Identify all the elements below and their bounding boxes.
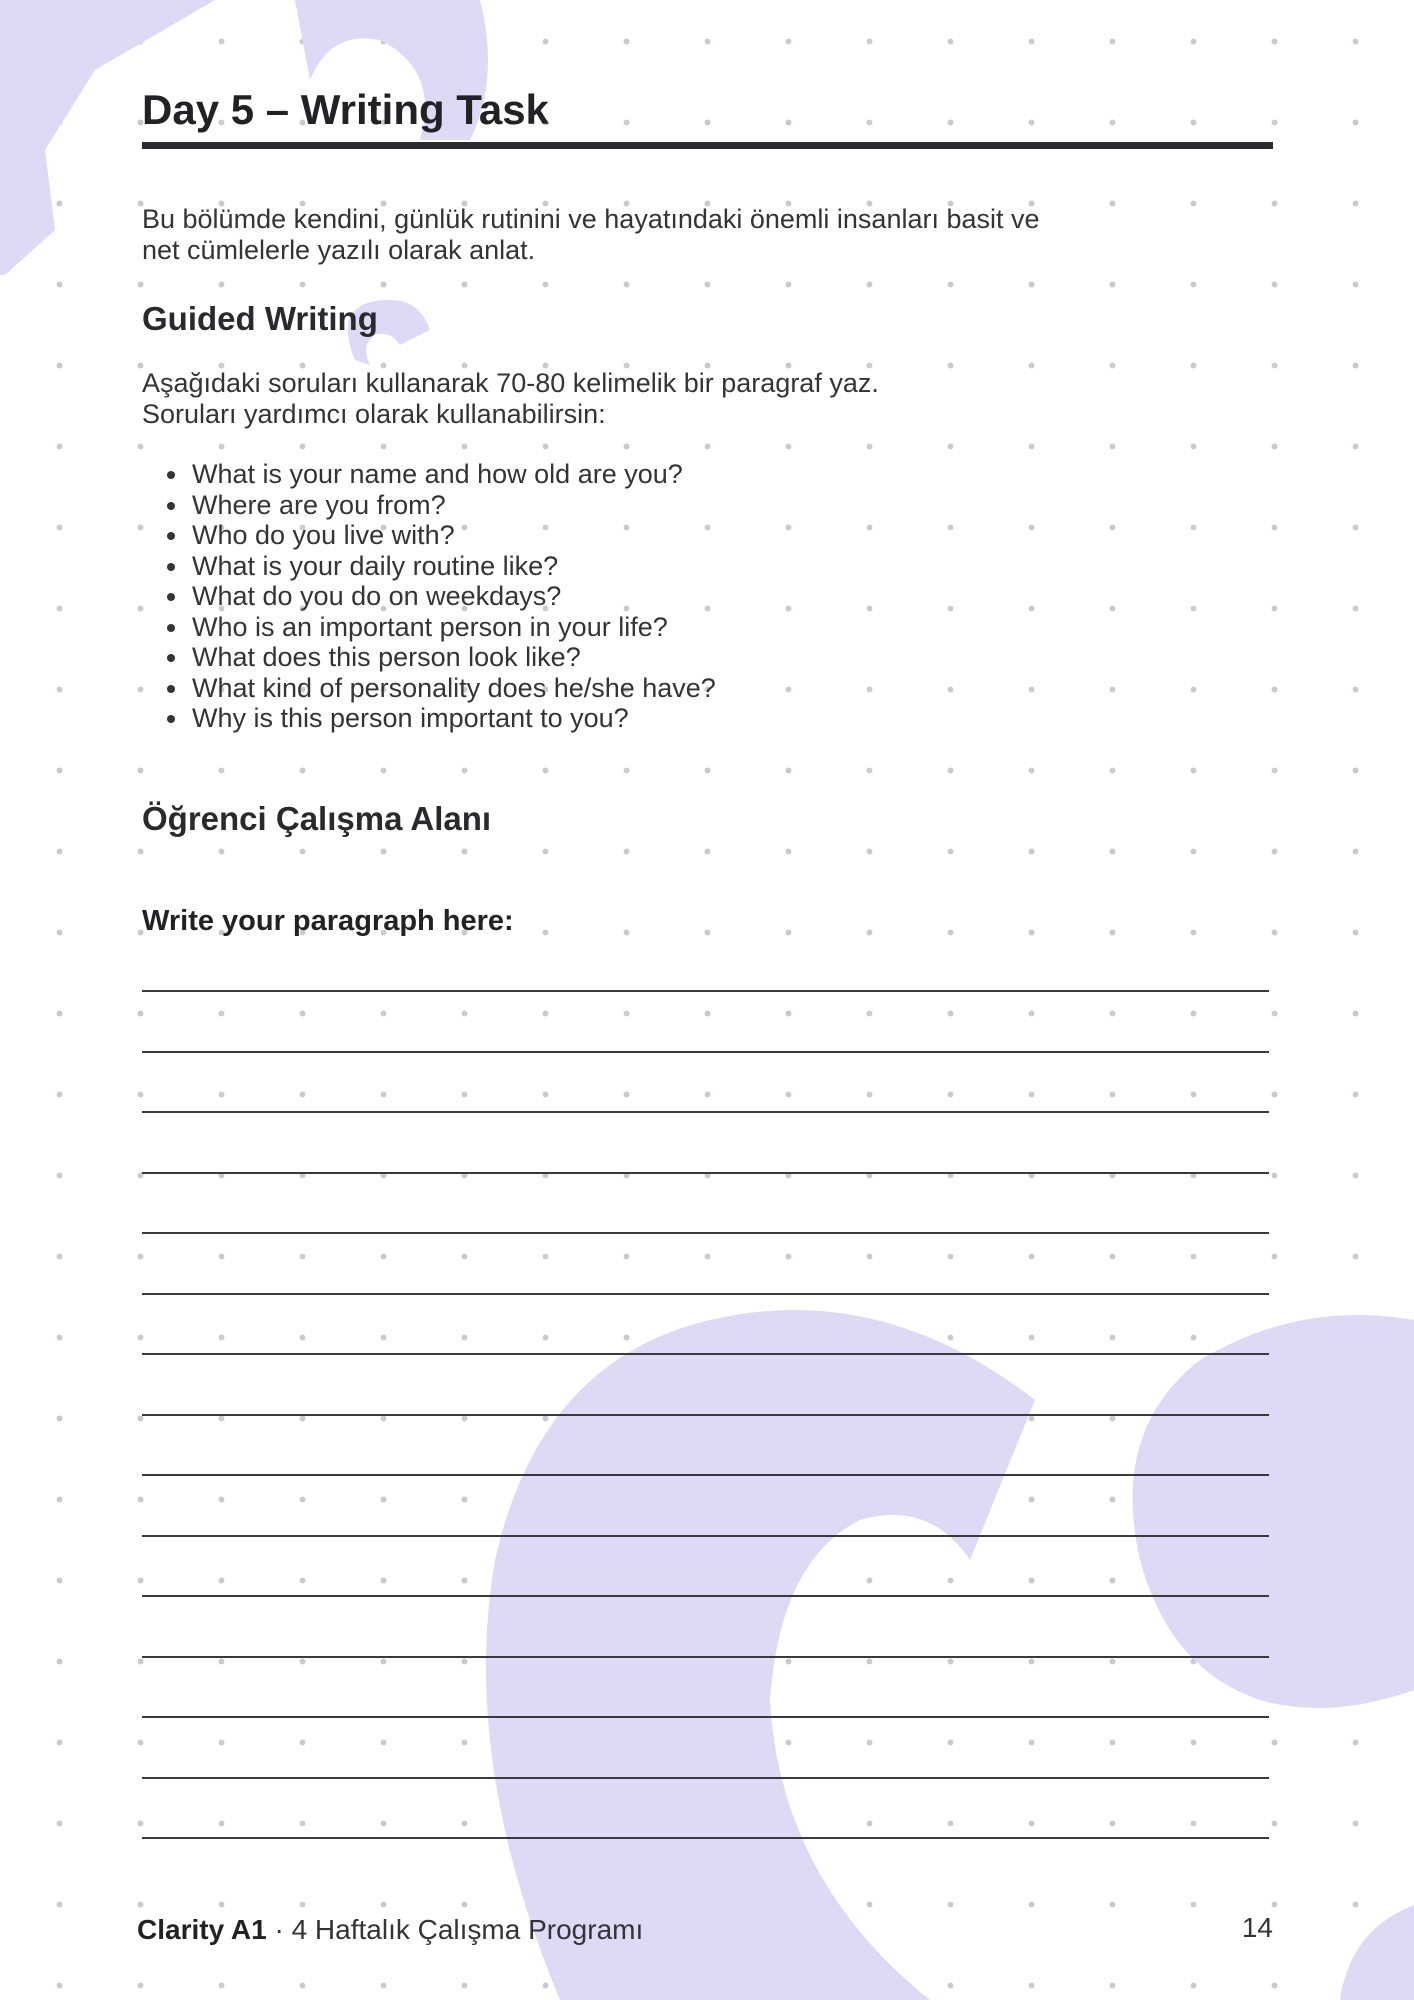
writing-line[interactable] xyxy=(142,990,1269,992)
writing-line[interactable] xyxy=(142,1172,1269,1174)
writing-line[interactable] xyxy=(142,1474,1269,1476)
writing-line[interactable] xyxy=(142,1837,1269,1839)
footer-brand: Clarity A1 xyxy=(137,1914,267,1945)
instruction-line-1: Aşağıdaki soruları kullanarak 70-80 kelimelik bir paragraf yaz. xyxy=(142,368,879,398)
question-item: • What does this person look like? xyxy=(190,642,716,673)
intro-line-1: Bu bölümde kendini, günlük rutinini ve hayatındaki önemli insanları basit ve xyxy=(142,204,1040,234)
intro-text xyxy=(142,204,1282,266)
question-item: • What is your daily routine like? xyxy=(190,551,716,582)
page-number: 14 xyxy=(1241,1912,1273,1943)
writing-line[interactable] xyxy=(142,1051,1269,1053)
footer-program: 4 Haftalık Çalışma Programı xyxy=(291,1914,644,1945)
writing-line[interactable] xyxy=(142,1353,1269,1355)
writing-line[interactable] xyxy=(142,1656,1269,1658)
question-item: • Who do you live with? xyxy=(190,520,716,551)
intro-line-2: net cümlelerle yazılı olarak anlat. xyxy=(142,235,536,265)
page-title: Day 5 – Writing Task xyxy=(142,86,549,133)
footer xyxy=(137,1914,643,1946)
writing-line[interactable] xyxy=(142,1535,1269,1537)
title-divider xyxy=(142,142,1273,149)
work-area-heading: Öğrenci Çalışma Alanı xyxy=(142,800,492,837)
writing-line[interactable] xyxy=(142,1414,1269,1416)
question-list xyxy=(142,459,716,734)
instruction-text xyxy=(142,368,879,430)
question-item: • Where are you from? xyxy=(190,490,716,521)
question-item: • What is your name and how old are you? xyxy=(190,459,716,490)
instruction-line-2: Soruları yardımcı olarak kullanabilirsin: xyxy=(142,399,606,429)
question-item: • Why is this person important to you? xyxy=(190,703,716,734)
footer-separator: · xyxy=(266,1914,292,1945)
paragraph-prompt: Write your paragraph here: xyxy=(142,905,514,937)
writing-line[interactable] xyxy=(142,1111,1269,1113)
guided-writing-heading: Guided Writing xyxy=(142,300,378,337)
writing-line[interactable] xyxy=(142,1716,1269,1718)
writing-line[interactable] xyxy=(142,1232,1269,1234)
question-item: • What do you do on weekdays? xyxy=(190,581,716,612)
writing-line[interactable] xyxy=(142,1293,1269,1295)
writing-line[interactable] xyxy=(142,1595,1269,1597)
question-item: • What kind of personality does he/she have? xyxy=(190,673,716,704)
question-item: • Who is an important person in your life? xyxy=(190,612,716,643)
writing-line[interactable] xyxy=(142,1777,1269,1779)
